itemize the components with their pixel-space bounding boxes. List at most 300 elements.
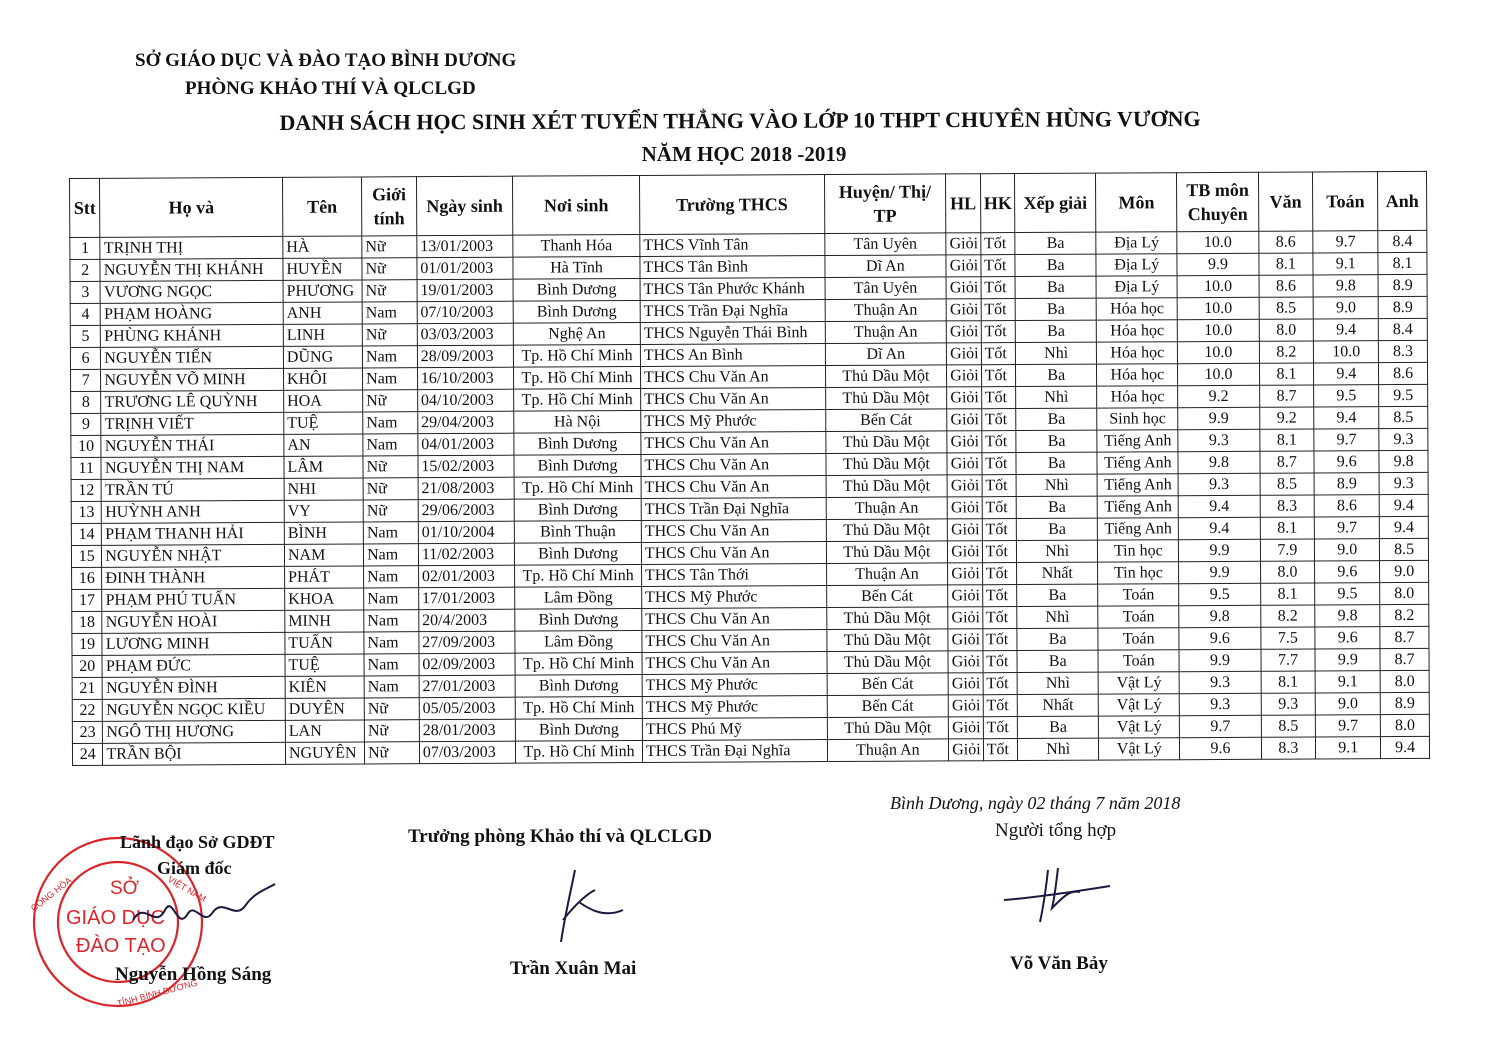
cell-mon: Toán bbox=[1098, 650, 1179, 672]
cell-ns: 02/01/2003 bbox=[418, 565, 514, 588]
cell-toan: 8.9 bbox=[1314, 473, 1379, 495]
cell-ten: HOA bbox=[284, 390, 363, 412]
col-hk: HK bbox=[980, 174, 1015, 233]
cell-toan: 9.5 bbox=[1315, 583, 1380, 605]
cell-gt: Nam bbox=[364, 676, 419, 698]
cell-van: 8.2 bbox=[1260, 605, 1315, 627]
cell-mon: Toán bbox=[1098, 628, 1179, 650]
cell-noi: Tp. Hồ Chí Minh bbox=[515, 653, 642, 676]
cell-toan: 9.5 bbox=[1314, 385, 1379, 407]
cell-huyen: Thủ Dầu Một bbox=[826, 629, 948, 652]
cell-hl: Giỏi bbox=[947, 431, 982, 453]
cell-noi: Bình Thuận bbox=[514, 521, 641, 544]
cell-noi: Bình Dương bbox=[515, 543, 642, 566]
cell-ho: NGUYỄN TIẾN bbox=[101, 346, 284, 369]
cell-anh: 8.9 bbox=[1378, 274, 1427, 296]
cell-hk: Tốt bbox=[982, 497, 1017, 519]
cell-ten: KHOA bbox=[285, 588, 364, 610]
cell-noi: Tp. Hồ Chí Minh bbox=[514, 477, 641, 500]
cell-noi: Bình Dương bbox=[514, 499, 641, 522]
cell-hl: Giỏi bbox=[948, 651, 983, 673]
cell-anh: 9.3 bbox=[1379, 428, 1428, 450]
col-ngay-sinh: Ngày sinh bbox=[416, 176, 513, 236]
cell-tb: 9.9 bbox=[1179, 539, 1260, 561]
cell-ho: PHÙNG KHÁNH bbox=[101, 324, 284, 347]
seal-ring-text: TỈNH BÌNH DƯƠNG bbox=[115, 977, 199, 1009]
cell-noi: Lâm Đồng bbox=[515, 631, 642, 654]
cell-stt: 20 bbox=[72, 655, 103, 677]
cell-giai: Ba bbox=[1015, 232, 1096, 254]
cell-huyen: Thủ Dầu Một bbox=[825, 365, 947, 388]
col-truong: Trường THCS bbox=[639, 175, 824, 235]
cell-stt: 10 bbox=[71, 435, 102, 457]
cell-ho: NGÔ THỊ HƯƠNG bbox=[103, 720, 286, 743]
cell-huyen: Bến Cát bbox=[827, 673, 949, 696]
cell-hk: Tốt bbox=[981, 343, 1016, 365]
seal-word-dao-tao: ĐÀO TẠO bbox=[76, 935, 166, 957]
cell-hl: Giỏi bbox=[946, 277, 981, 299]
cell-tb: 9.5 bbox=[1179, 583, 1260, 605]
cell-hl: Giỏi bbox=[947, 387, 982, 409]
cell-ns: 28/01/2003 bbox=[419, 719, 515, 742]
cell-stt: 6 bbox=[70, 347, 101, 369]
cell-van: 8.1 bbox=[1259, 363, 1314, 385]
cell-tb: 10.0 bbox=[1177, 231, 1258, 253]
cell-toan: 9.4 bbox=[1314, 319, 1379, 341]
cell-giai: Ba bbox=[1015, 254, 1096, 276]
cell-giai: Ba bbox=[1015, 298, 1096, 320]
cell-truong: THCS Chu Văn An bbox=[641, 476, 826, 499]
cell-stt: 13 bbox=[71, 501, 102, 523]
cell-hk: Tốt bbox=[981, 255, 1016, 277]
cell-mon: Toán bbox=[1098, 584, 1179, 606]
cell-giai: Ba bbox=[1017, 716, 1098, 738]
cell-stt: 23 bbox=[72, 721, 103, 743]
cell-huyen: Thuận An bbox=[826, 563, 948, 586]
cell-toan: 9.1 bbox=[1316, 737, 1381, 759]
cell-ten: KIÊN bbox=[285, 676, 364, 698]
cell-anh: 8.7 bbox=[1380, 648, 1429, 670]
cell-mon: Tiếng Anh bbox=[1097, 474, 1178, 496]
signer1-name: Nguyễn Hồng Sáng bbox=[115, 964, 272, 985]
cell-ns: 27/01/2003 bbox=[419, 675, 515, 698]
cell-hk: Tốt bbox=[983, 629, 1018, 651]
cell-tb: 9.9 bbox=[1179, 649, 1260, 671]
cell-stt: 19 bbox=[72, 633, 103, 655]
cell-ns: 29/06/2003 bbox=[418, 499, 514, 522]
cell-huyen: Thủ Dầu Một bbox=[825, 453, 947, 476]
cell-hl: Giỏi bbox=[946, 321, 981, 343]
cell-anh: 8.2 bbox=[1380, 604, 1429, 626]
cell-anh: 8.6 bbox=[1379, 362, 1428, 384]
cell-mon: Vật Lý bbox=[1099, 738, 1180, 760]
cell-ns: 04/10/2003 bbox=[417, 389, 513, 412]
cell-ns: 19/01/2003 bbox=[417, 279, 513, 302]
cell-tb: 9.9 bbox=[1178, 407, 1259, 429]
cell-ho: PHẠM THANH HẢI bbox=[102, 522, 285, 545]
cell-gt: Nam bbox=[362, 346, 417, 368]
cell-hk: Tốt bbox=[982, 453, 1017, 475]
col-huyen: Huyện/ Thị/ TP bbox=[824, 174, 946, 234]
cell-noi: Nghệ An bbox=[513, 323, 640, 346]
cell-mon: Tiếng Anh bbox=[1097, 496, 1178, 518]
cell-hl: Giỏi bbox=[948, 629, 983, 651]
signature-3-stroke bbox=[1004, 868, 1110, 922]
cell-tb: 9.3 bbox=[1178, 429, 1259, 451]
cell-truong: THCS Tân Bình bbox=[640, 256, 825, 279]
cell-truong: THCS Chu Văn An bbox=[642, 652, 827, 675]
cell-noi: Bình Dương bbox=[514, 455, 641, 478]
cell-van: 7.7 bbox=[1261, 649, 1316, 671]
cell-ten: TUẤN bbox=[285, 632, 364, 654]
cell-tb: 10.0 bbox=[1178, 341, 1259, 363]
cell-hk: Tốt bbox=[982, 541, 1017, 563]
cell-huyen: Thủ Dầu Một bbox=[826, 607, 948, 630]
cell-van: 8.0 bbox=[1260, 561, 1315, 583]
cell-van: 8.5 bbox=[1260, 473, 1315, 495]
cell-gt: Nam bbox=[363, 522, 418, 544]
cell-ns: 21/08/2003 bbox=[418, 477, 514, 500]
cell-tb: 9.2 bbox=[1178, 385, 1259, 407]
cell-gt: Nam bbox=[364, 654, 419, 676]
cell-huyen: Tân Uyên bbox=[825, 277, 947, 300]
cell-noi: Lâm Đồng bbox=[515, 587, 642, 610]
cell-huyen: Thủ Dầu Một bbox=[825, 387, 947, 410]
cell-ten: BÌNH bbox=[284, 522, 363, 544]
signer3-name: Võ Văn Bảy bbox=[1010, 953, 1108, 974]
cell-ns: 15/02/2003 bbox=[418, 455, 514, 478]
cell-toan: 9.4 bbox=[1314, 363, 1379, 385]
cell-gt: Nam bbox=[363, 544, 418, 566]
cell-huyen: Tân Uyên bbox=[824, 233, 946, 256]
cell-giai: Ba bbox=[1015, 276, 1096, 298]
cell-mon: Tiếng Anh bbox=[1098, 518, 1179, 540]
cell-toan: 8.6 bbox=[1314, 495, 1379, 517]
cell-gt: Nữ bbox=[363, 500, 418, 522]
cell-tb: 9.4 bbox=[1179, 495, 1260, 517]
cell-van: 8.6 bbox=[1259, 275, 1314, 297]
cell-truong: THCS Mỹ Phước bbox=[641, 410, 826, 433]
cell-anh: 8.9 bbox=[1378, 296, 1427, 318]
cell-gt: Nam bbox=[364, 588, 419, 610]
cell-ten: NHI bbox=[284, 478, 363, 500]
cell-hk: Tốt bbox=[981, 365, 1016, 387]
cell-hk: Tốt bbox=[982, 563, 1017, 585]
cell-giai: Ba bbox=[1015, 320, 1096, 342]
cell-gt: Nữ bbox=[364, 698, 419, 720]
cell-toan: 9.6 bbox=[1315, 627, 1380, 649]
cell-giai: Nhì bbox=[1016, 342, 1097, 364]
cell-ten: TUỆ bbox=[285, 654, 364, 676]
col-ten: Tên bbox=[282, 177, 361, 236]
cell-ten: PHÁT bbox=[285, 566, 364, 588]
col-gioi-tinh: Giới tính bbox=[362, 177, 417, 236]
col-toan: Toán bbox=[1313, 172, 1378, 231]
cell-huyen: Thuận An bbox=[826, 497, 948, 520]
cell-giai: Ba bbox=[1016, 408, 1097, 430]
cell-gt: Nam bbox=[364, 610, 419, 632]
cell-van: 8.1 bbox=[1260, 583, 1315, 605]
cell-noi: Tp. Hồ Chí Minh bbox=[515, 565, 642, 588]
cell-mon: Vật Lý bbox=[1099, 716, 1180, 738]
cell-gt: Nữ bbox=[364, 720, 419, 742]
cell-ho: VƯƠNG NGỌC bbox=[100, 280, 283, 303]
cell-huyen: Thủ Dầu Một bbox=[827, 717, 949, 740]
cell-noi: Thanh Hóa bbox=[513, 235, 640, 258]
cell-ns: 07/10/2003 bbox=[417, 301, 513, 324]
cell-noi: Tp. Hồ Chí Minh bbox=[516, 741, 643, 764]
cell-giai: Nhì bbox=[1017, 606, 1098, 628]
cell-anh: 9.3 bbox=[1379, 472, 1428, 494]
cell-hk: Tốt bbox=[981, 277, 1016, 299]
cell-giai: Ba bbox=[1016, 496, 1097, 518]
cell-hk: Tốt bbox=[981, 299, 1016, 321]
cell-hl: Giỏi bbox=[948, 519, 983, 541]
cell-gt: Nam bbox=[362, 302, 417, 324]
cell-van: 8.1 bbox=[1258, 253, 1313, 275]
cell-toan: 10.0 bbox=[1314, 341, 1379, 363]
cell-noi: Tp. Hồ Chí Minh bbox=[515, 697, 642, 720]
cell-truong: THCS Trần Đại Nghĩa bbox=[642, 740, 827, 763]
cell-mon: Hóa học bbox=[1097, 386, 1178, 408]
cell-huyen: Thủ Dầu Một bbox=[825, 431, 947, 454]
cell-ten: PHƯƠNG bbox=[283, 280, 362, 302]
cell-tb: 9.4 bbox=[1179, 517, 1260, 539]
cell-gt: Nữ bbox=[362, 280, 417, 302]
cell-noi: Bình Dương bbox=[514, 433, 641, 456]
cell-ho: PHẠM HOÀNG bbox=[101, 302, 284, 325]
cell-tb: 10.0 bbox=[1178, 297, 1259, 319]
cell-mon: Tin học bbox=[1098, 562, 1179, 584]
cell-mon: Hóa học bbox=[1097, 320, 1178, 342]
cell-toan: 9.1 bbox=[1315, 671, 1380, 693]
cell-ho: NGUYỄN VÕ MINH bbox=[101, 368, 284, 391]
cell-noi: Tp. Hồ Chí Minh bbox=[514, 389, 641, 412]
cell-truong: THCS Nguyễn Thái Bình bbox=[640, 322, 825, 345]
cell-truong: THCS Phú Mỹ bbox=[642, 718, 827, 741]
cell-ns: 01/10/2004 bbox=[418, 521, 514, 544]
cell-hl: Giỏi bbox=[948, 607, 983, 629]
col-xep-giai: Xếp giải bbox=[1015, 173, 1096, 232]
cell-stt: 11 bbox=[71, 457, 102, 479]
cell-hl: Giỏi bbox=[947, 475, 982, 497]
cell-gt: Nữ bbox=[365, 742, 420, 764]
cell-hl: Giỏi bbox=[949, 739, 984, 761]
cell-hl: Giỏi bbox=[948, 541, 983, 563]
cell-van: 8.5 bbox=[1259, 297, 1314, 319]
cell-hk: Tốt bbox=[982, 431, 1017, 453]
cell-anh: 8.3 bbox=[1379, 340, 1428, 362]
cell-van: 8.3 bbox=[1261, 737, 1316, 759]
cell-giai: Nhì bbox=[1016, 386, 1097, 408]
cell-ten: DUYÊN bbox=[285, 698, 364, 720]
cell-ns: 17/01/2003 bbox=[418, 587, 514, 610]
cell-van: 9.2 bbox=[1259, 407, 1314, 429]
student-list-table bbox=[69, 171, 1430, 766]
cell-tb: 9.7 bbox=[1180, 715, 1261, 737]
signer1-title: Lãnh đạo Sở GDĐT bbox=[120, 832, 275, 852]
table-header-row bbox=[70, 171, 1427, 237]
cell-tb: 10.0 bbox=[1177, 275, 1258, 297]
cell-van: 7.9 bbox=[1260, 539, 1315, 561]
cell-stt: 24 bbox=[72, 743, 103, 765]
cell-truong: THCS Mỹ Phước bbox=[642, 586, 827, 609]
cell-toan: 9.6 bbox=[1315, 561, 1380, 583]
cell-tb: 10.0 bbox=[1178, 319, 1259, 341]
cell-hk: Tốt bbox=[983, 717, 1018, 739]
cell-huyen: Thủ Dầu Một bbox=[826, 475, 948, 498]
cell-van: 8.7 bbox=[1259, 385, 1314, 407]
cell-ten: LAN bbox=[285, 720, 364, 742]
cell-mon: Địa Lý bbox=[1096, 254, 1177, 276]
cell-truong: THCS Mỹ Phước bbox=[642, 674, 827, 697]
seal-ring-text: CỘNG HÒA bbox=[28, 875, 74, 914]
cell-hl: Giỏi bbox=[946, 299, 981, 321]
cell-noi: Bình Dương bbox=[513, 301, 640, 324]
cell-mon: Vật Lý bbox=[1098, 694, 1179, 716]
cell-huyen: Thủ Dầu Một bbox=[826, 519, 948, 542]
cell-toan: 9.1 bbox=[1313, 253, 1378, 275]
cell-stt: 5 bbox=[70, 325, 101, 347]
cell-van: 8.3 bbox=[1260, 495, 1315, 517]
cell-ten: KHÔI bbox=[283, 368, 362, 390]
cell-truong: THCS Chu Văn An bbox=[641, 542, 826, 565]
cell-anh: 9.5 bbox=[1379, 384, 1428, 406]
cell-giai: Ba bbox=[1016, 430, 1097, 452]
cell-stt: 16 bbox=[72, 567, 103, 589]
cell-ns: 28/09/2003 bbox=[417, 345, 513, 368]
cell-anh: 9.4 bbox=[1379, 516, 1428, 538]
cell-ns: 20/4/2003 bbox=[419, 609, 515, 632]
cell-mon: Vật Lý bbox=[1098, 672, 1179, 694]
cell-van: 8.6 bbox=[1258, 231, 1313, 253]
cell-hk: Tốt bbox=[980, 233, 1015, 255]
cell-gt: Nữ bbox=[362, 258, 417, 280]
col-ho: Họ và bbox=[100, 177, 283, 237]
signature-1-stroke bbox=[133, 884, 275, 920]
cell-ten: NAM bbox=[284, 544, 363, 566]
cell-ho: NGUYỄN THỊ KHÁNH bbox=[100, 258, 283, 281]
cell-huyen: Bến Cát bbox=[825, 409, 947, 432]
cell-van: 9.3 bbox=[1261, 693, 1316, 715]
cell-giai: Ba bbox=[1017, 584, 1098, 606]
col-tb-mon-chuyen: TB môn Chuyên bbox=[1177, 172, 1258, 231]
cell-anh: 8.5 bbox=[1380, 538, 1429, 560]
cell-hk: Tốt bbox=[982, 607, 1017, 629]
cell-tb: 9.3 bbox=[1180, 693, 1261, 715]
cell-noi: Tp. Hồ Chí Minh bbox=[514, 345, 641, 368]
cell-truong: THCS Vĩnh Tân bbox=[640, 234, 825, 257]
cell-huyen: Thủ Dầu Một bbox=[826, 541, 948, 564]
cell-toan: 9.8 bbox=[1313, 275, 1378, 297]
cell-ho: TRỊNH VIẾT bbox=[101, 412, 284, 435]
cell-toan: 9.7 bbox=[1314, 429, 1379, 451]
cell-hl: Giỏi bbox=[948, 563, 983, 585]
cell-toan: 9.0 bbox=[1315, 539, 1380, 561]
cell-gt: Nam bbox=[364, 566, 419, 588]
cell-toan: 9.9 bbox=[1315, 649, 1380, 671]
cell-giai: Ba bbox=[1016, 364, 1097, 386]
cell-mon: Địa Lý bbox=[1096, 276, 1177, 298]
cell-giai: Nhì bbox=[1017, 540, 1098, 562]
cell-ho: NGUYỄN NHẬT bbox=[102, 544, 285, 567]
signature-1 bbox=[125, 870, 285, 950]
cell-hl: Giỏi bbox=[947, 343, 982, 365]
cell-gt: Nam bbox=[363, 434, 418, 456]
cell-stt: 21 bbox=[72, 677, 103, 699]
cell-huyen: Thuận An bbox=[827, 739, 949, 762]
cell-van: 7.5 bbox=[1260, 627, 1315, 649]
cell-hk: Tốt bbox=[983, 673, 1018, 695]
cell-truong: THCS Chu Văn An bbox=[641, 388, 826, 411]
cell-ten: NGUYÊN bbox=[285, 742, 364, 764]
cell-tb: 9.3 bbox=[1178, 473, 1259, 495]
cell-tb: 9.9 bbox=[1177, 253, 1258, 275]
office-name: PHÒNG KHẢO THÍ VÀ QLCLGD bbox=[185, 78, 476, 99]
signer3-title: Người tổng hợp bbox=[995, 820, 1117, 841]
cell-hk: Tốt bbox=[983, 695, 1018, 717]
cell-ns: 11/02/2003 bbox=[418, 543, 514, 566]
cell-gt: Nữ bbox=[363, 390, 418, 412]
cell-ten: MINH bbox=[285, 610, 364, 632]
cell-stt: 22 bbox=[72, 699, 103, 721]
cell-stt: 12 bbox=[71, 479, 102, 501]
cell-stt: 2 bbox=[70, 259, 101, 281]
cell-hl: Giỏi bbox=[947, 497, 982, 519]
seal-ring-text: VIỆT NAM bbox=[166, 874, 208, 904]
cell-giai: Nhất bbox=[1017, 562, 1098, 584]
cell-anh: 9.0 bbox=[1380, 560, 1429, 582]
cell-truong: THCS Chu Văn An bbox=[641, 432, 826, 455]
cell-gt: Nam bbox=[363, 412, 418, 434]
cell-hk: Tốt bbox=[982, 519, 1017, 541]
cell-truong: THCS Mỹ Phước bbox=[642, 696, 827, 719]
cell-van: 8.1 bbox=[1259, 429, 1314, 451]
cell-mon: Hóa học bbox=[1097, 364, 1178, 386]
cell-ten: HÀ bbox=[283, 236, 362, 258]
cell-giai: Nhì bbox=[1018, 738, 1099, 760]
cell-ho: NGUYỄN HOÀI bbox=[102, 610, 285, 633]
cell-truong: THCS Trần Đại Nghĩa bbox=[641, 498, 826, 521]
cell-ten: VY bbox=[284, 500, 363, 522]
place-date: Bình Dương, ngày 02 tháng 7 năm 2018 bbox=[890, 793, 1181, 813]
cell-toan: 9.4 bbox=[1314, 407, 1379, 429]
cell-ten: DŨNG bbox=[283, 346, 362, 368]
signature-3 bbox=[1000, 860, 1130, 930]
cell-mon: Sinh học bbox=[1097, 408, 1178, 430]
cell-van: 8.5 bbox=[1261, 715, 1316, 737]
cell-noi: Hà Tĩnh bbox=[513, 257, 640, 280]
cell-ho: TRƯƠNG LÊ QUỲNH bbox=[101, 390, 284, 413]
cell-ns: 05/05/2003 bbox=[419, 697, 515, 720]
col-hl: HL bbox=[946, 174, 981, 233]
cell-stt: 17 bbox=[72, 589, 103, 611]
cell-anh: 9.4 bbox=[1379, 494, 1428, 516]
col-stt: Stt bbox=[70, 178, 101, 237]
cell-mon: Tiếng Anh bbox=[1097, 430, 1178, 452]
cell-huyen: Thủ Dầu Một bbox=[827, 651, 949, 674]
cell-tb: 9.3 bbox=[1180, 671, 1261, 693]
cell-ho: LƯƠNG MINH bbox=[102, 632, 285, 655]
cell-anh: 8.0 bbox=[1380, 670, 1429, 692]
document-title: DANH SÁCH HỌC SINH XÉT TUYỂN THẲNG VÀO LỚP 10 THPT CHUYÊN HÙNG VƯƠNG bbox=[279, 105, 1201, 136]
cell-hl: Giỏi bbox=[948, 585, 983, 607]
col-anh: Anh bbox=[1378, 171, 1427, 230]
cell-stt: 9 bbox=[71, 413, 102, 435]
cell-ho: NGUYỄN NGỌC KIỀU bbox=[103, 698, 286, 721]
cell-hl: Giỏi bbox=[947, 409, 982, 431]
cell-truong: THCS Chu Văn An bbox=[642, 630, 827, 653]
